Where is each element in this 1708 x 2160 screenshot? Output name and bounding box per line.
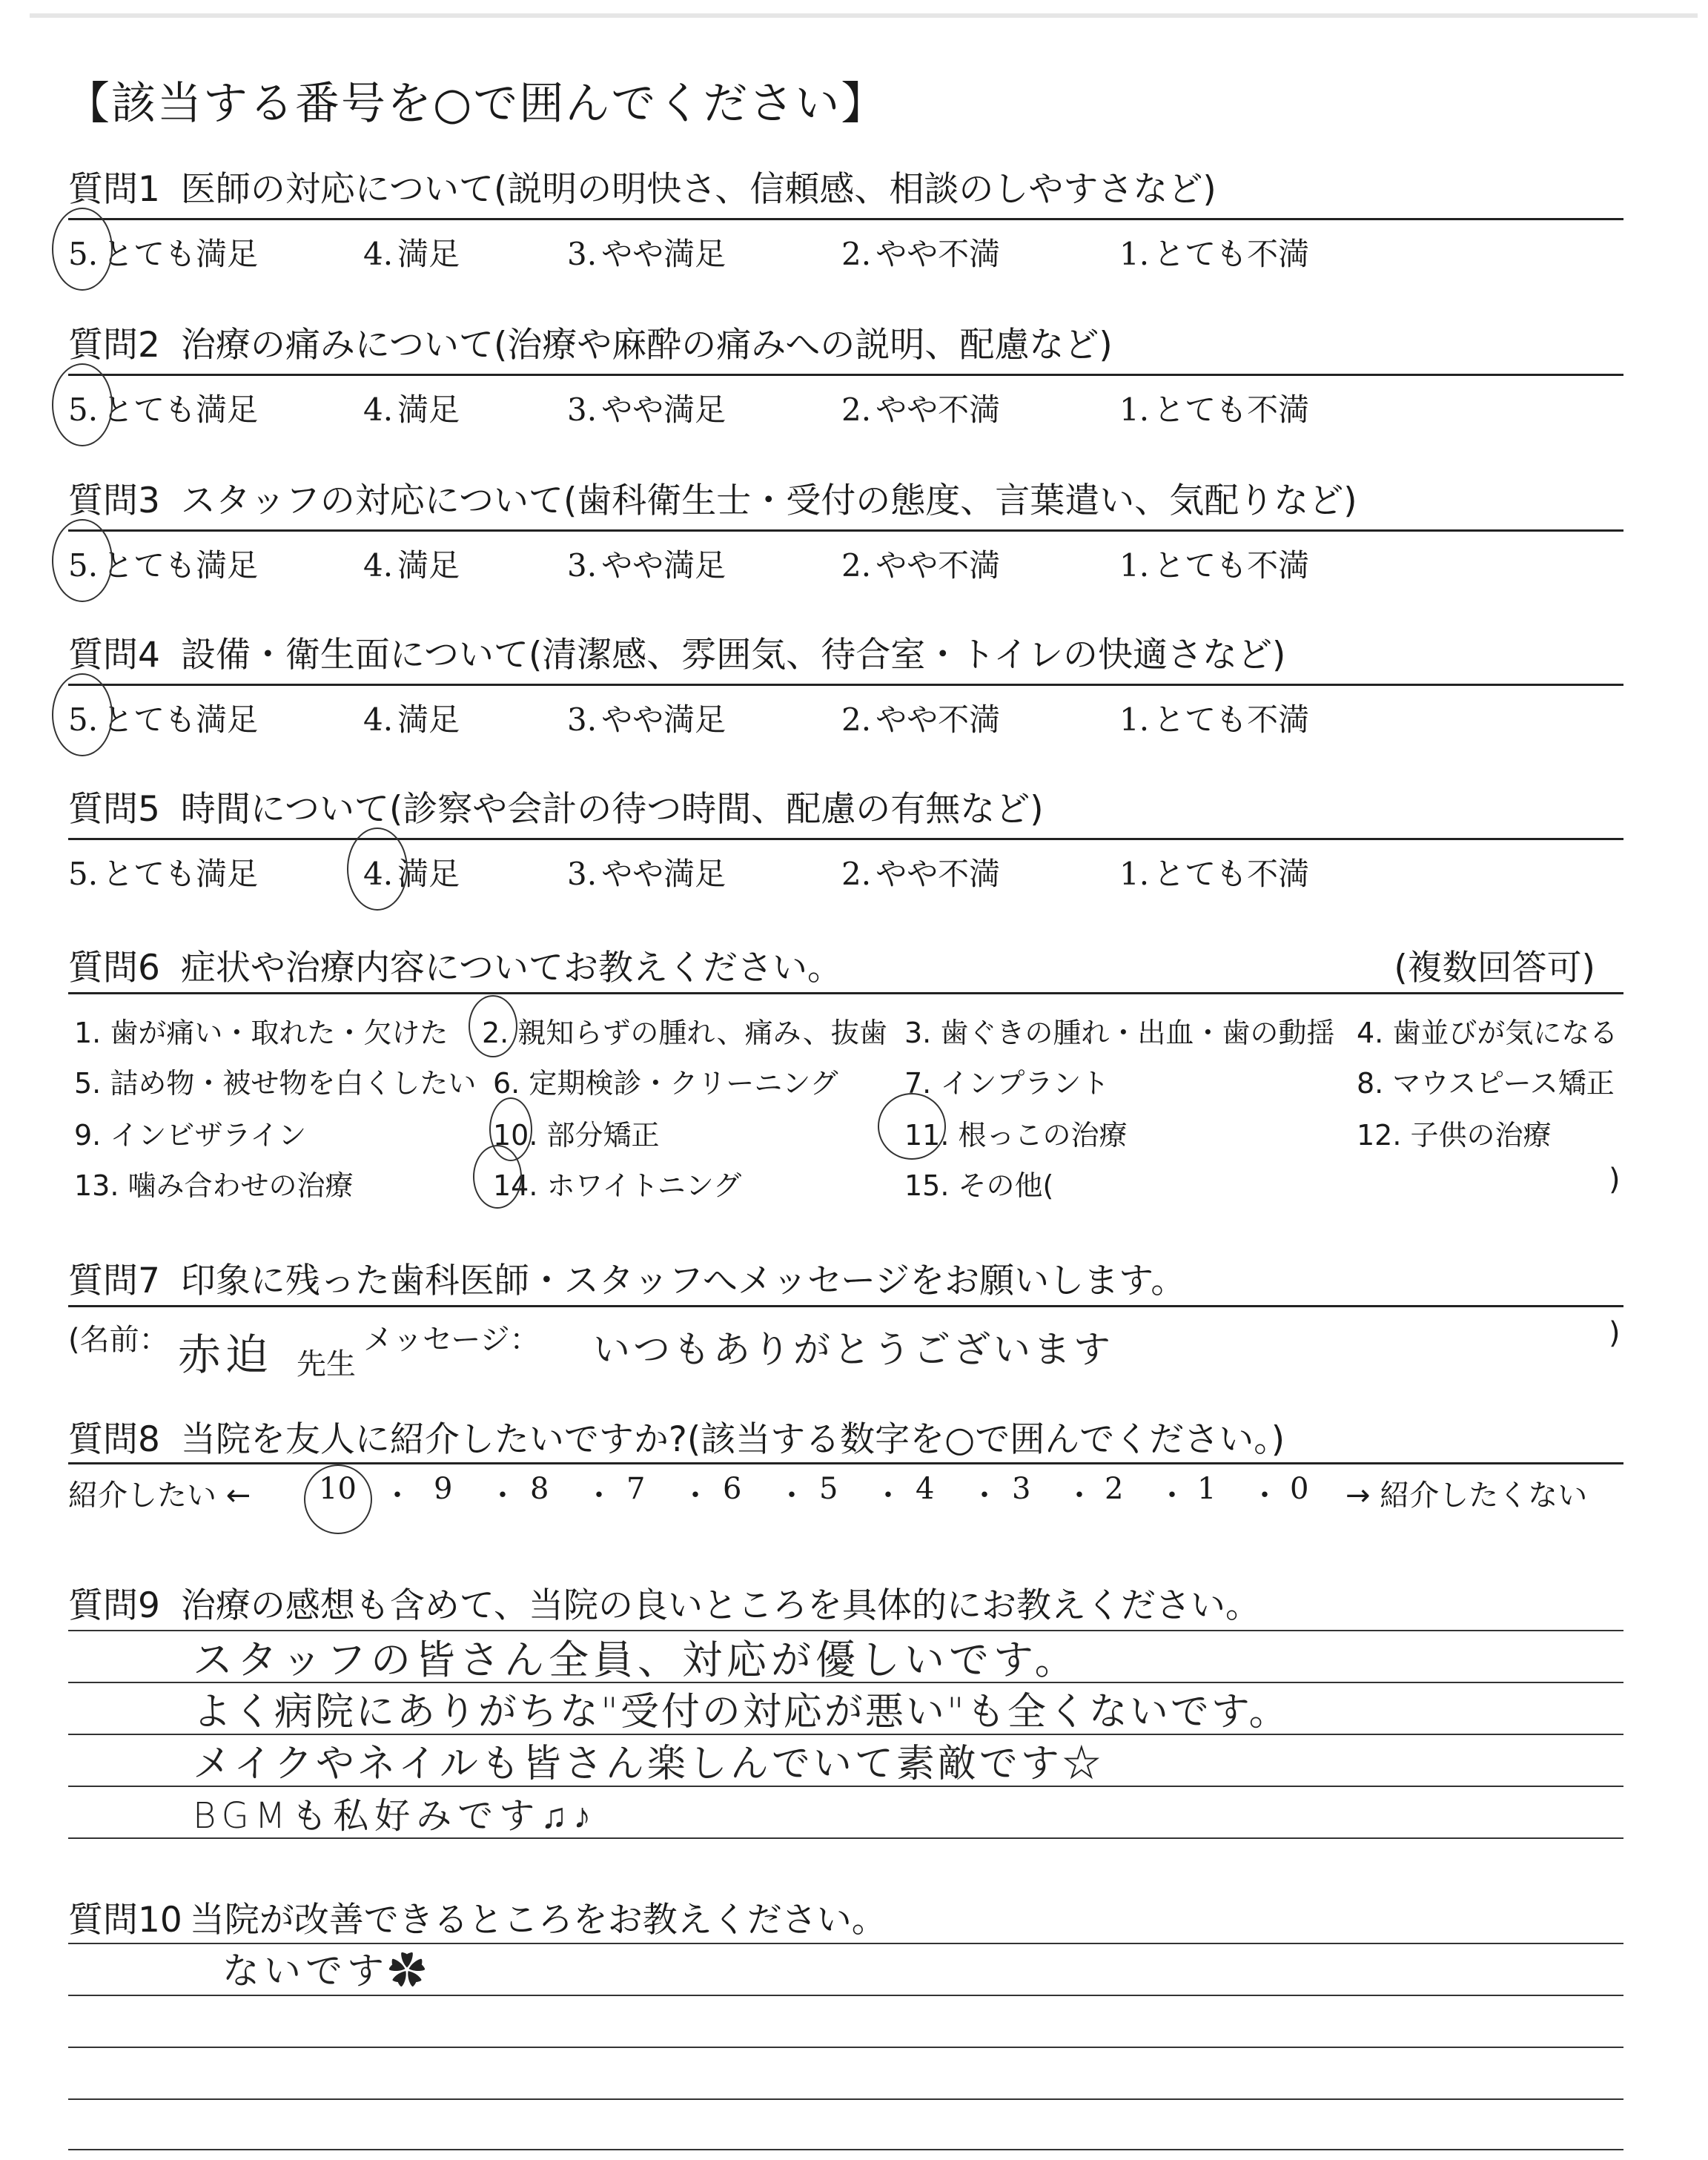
q8-number: 質問8: [68, 1419, 160, 1460]
q3-option-3[interactable]: [567, 541, 726, 586]
q2-option-3[interactable]: [567, 386, 726, 430]
option-label: とても不満: [1153, 701, 1310, 738]
option-number: 5.: [68, 392, 99, 428]
option-label: とても満足: [102, 236, 259, 272]
q8-scale-7[interactable]: 7: [626, 1472, 646, 1506]
q8-rule: [68, 1462, 1623, 1464]
q1-title: [68, 162, 1217, 211]
option-label: やや満足: [601, 392, 726, 428]
q8-title: [68, 1412, 1285, 1462]
option-number: 2.: [841, 701, 872, 738]
q9-number: 質問9: [68, 1585, 160, 1626]
q1-option-3[interactable]: [567, 230, 726, 274]
option-number: 2.: [841, 392, 872, 428]
q4-option-1[interactable]: [1119, 696, 1309, 740]
option-number: 3.: [567, 856, 598, 892]
q5-rule: [68, 838, 1623, 840]
option-label: とても不満: [1153, 856, 1310, 892]
q6-item-2[interactable]: 2. 親知らずの腫れ、痛み、抜歯: [482, 1017, 887, 1049]
q7-title: [68, 1253, 1185, 1303]
q6-item-10[interactable]: 10. 部分矯正: [493, 1119, 660, 1152]
q5-option-3[interactable]: [567, 850, 726, 894]
option-number: 5.: [68, 236, 99, 272]
option-number: 1.: [1119, 856, 1150, 892]
q8-scale-separator: ・: [1157, 1479, 1187, 1513]
q8-scale-5[interactable]: 5: [819, 1472, 838, 1506]
q8-scale-10[interactable]: 10: [319, 1472, 357, 1506]
q3-option-1[interactable]: [1119, 541, 1309, 586]
option-number: 2.: [841, 856, 872, 892]
option-label: とても不満: [1153, 236, 1310, 272]
q8-scale-2[interactable]: 2: [1105, 1472, 1124, 1506]
q4-option-2[interactable]: [841, 696, 1000, 740]
q10-line-2: [68, 1995, 1623, 1996]
q1-rule: [68, 218, 1623, 220]
q6-selection-circle-2: [469, 995, 517, 1057]
q4-title: [68, 627, 1285, 677]
q6-item-4[interactable]: 4. 歯並びが気になる: [1357, 1017, 1618, 1049]
q1-option-1[interactable]: [1119, 230, 1309, 274]
q6-item-12[interactable]: 12. 子供の治療: [1357, 1119, 1552, 1152]
option-label: 満足: [397, 547, 460, 584]
option-label: 満足: [397, 856, 460, 892]
q3-selection-circle: [52, 519, 113, 602]
option-label: やや満足: [601, 856, 726, 892]
q4-selection-circle: [52, 673, 113, 756]
option-label: やや満足: [601, 547, 726, 584]
q6-rule: [68, 992, 1623, 994]
q3-text: スタッフの対応について(歯科衛生士・受付の態度、言葉遣い、気配りなど): [180, 480, 1357, 521]
q8-scale-separator: ・: [970, 1479, 999, 1513]
q6-item-7[interactable]: 7. インプラント: [904, 1067, 1110, 1100]
q8-scale-separator: ・: [584, 1479, 614, 1513]
q6-selection-circle-11: [878, 1093, 946, 1160]
q2-selection-circle: [52, 363, 113, 446]
option-label: とても満足: [102, 392, 259, 428]
q6-item-6[interactable]: 6. 定期検診・クリーニング: [493, 1067, 838, 1100]
q10-answer[interactable]: ないです✿: [222, 1949, 430, 1992]
q8-right-label: → 紹介したくない: [1345, 1479, 1588, 1513]
q1-selection-circle: [52, 208, 113, 291]
q8-scale-separator: ・: [1250, 1479, 1280, 1513]
option-number: 4.: [363, 392, 394, 428]
option-label: やや不満: [875, 701, 1001, 738]
q10-line-3: [68, 2047, 1623, 2048]
option-label: 満足: [397, 236, 460, 272]
q2-rule: [68, 374, 1623, 376]
option-number: 4.: [363, 547, 394, 584]
q8-scale-separator: ・: [488, 1479, 517, 1513]
option-number: 3.: [567, 701, 598, 738]
q6-item-15[interactable]: 15. その他(: [904, 1169, 1054, 1202]
q7-message-label: メッセージ：: [363, 1323, 540, 1357]
option-label: やや満足: [601, 236, 726, 272]
option-number: 1.: [1119, 236, 1150, 272]
q2-number: 質問2: [68, 325, 160, 366]
option-label: 満足: [397, 392, 460, 428]
q3-number: 質問3: [68, 480, 160, 521]
q5-option-5[interactable]: [68, 850, 258, 894]
option-label: とても満足: [102, 547, 259, 584]
q6-selection-circle-14: [473, 1145, 522, 1209]
option-number: 5.: [68, 547, 99, 584]
q7-close-paren: ): [1609, 1316, 1621, 1350]
q2-option-4[interactable]: [363, 386, 460, 430]
q6-item-8[interactable]: 8. マウスピース矯正: [1357, 1067, 1615, 1100]
q8-scale-3[interactable]: 3: [1012, 1472, 1031, 1506]
option-number: 4.: [363, 856, 394, 892]
q7-text: 印象に残った歯科医師・スタッフへメッセージをお願いします。: [180, 1261, 1186, 1301]
q5-selection-circle: [347, 828, 408, 911]
option-label: とても満足: [102, 701, 259, 738]
q8-scale-0[interactable]: 0: [1290, 1472, 1309, 1506]
q1-option-2[interactable]: [841, 230, 1000, 274]
option-label: とても不満: [1153, 392, 1310, 428]
option-number: 2.: [841, 547, 872, 584]
q10-number: 質問10: [68, 1900, 182, 1941]
option-label: やや不満: [875, 547, 1001, 584]
option-label: やや不満: [875, 236, 1001, 272]
q2-title: [68, 317, 1113, 367]
q1-number: 質問1: [68, 169, 160, 210]
q8-scale-8[interactable]: 8: [530, 1472, 549, 1506]
option-label: 満足: [397, 701, 460, 738]
q9-answer-line-1[interactable]: スタッフの皆さん全員、対応が優しいです。: [193, 1636, 1079, 1683]
q8-scale-4[interactable]: 4: [916, 1472, 935, 1506]
option-label: やや不満: [875, 856, 1001, 892]
option-number: 3.: [567, 547, 598, 584]
option-number: 3.: [567, 392, 598, 428]
q8-scale-separator: ・: [383, 1479, 412, 1513]
q7-message-value[interactable]: いつもありがとうございます: [593, 1328, 1113, 1371]
q9-text: 治療の感想も含めて、当院の良いところを具体的にお教えください。: [180, 1585, 1260, 1626]
q9-title: [68, 1578, 1260, 1628]
q3-title: [68, 473, 1357, 523]
option-label: やや満足: [601, 701, 726, 738]
q1-text: 医師の対応について(説明の明快さ、信頼感、相談のしやすさなど): [180, 169, 1217, 210]
option-number: 5.: [68, 701, 99, 738]
q4-text: 設備・衛生面について(清潔感、雰囲気、待合室・トイレの快適さなど): [180, 635, 1286, 676]
q5-option-2[interactable]: [841, 850, 1000, 894]
q8-scale-separator: ・: [1065, 1479, 1094, 1513]
option-number: 1.: [1119, 392, 1150, 428]
q2-option-1[interactable]: [1119, 386, 1309, 430]
q6-other-close-paren: ): [1609, 1163, 1621, 1197]
q7-name-value[interactable]: 赤迫: [178, 1330, 274, 1380]
form-heading: 【該当する番号を○で囲んでください】: [65, 78, 887, 130]
q7-rule: [68, 1305, 1623, 1307]
q4-option-3[interactable]: [567, 696, 726, 740]
option-label: やや不満: [875, 392, 1001, 428]
q8-scale-9[interactable]: 9: [434, 1472, 453, 1506]
option-number: 4.: [363, 701, 394, 738]
q10-line-4: [68, 2098, 1623, 2100]
q10-title: [68, 1892, 887, 1942]
q4-option-4[interactable]: [363, 696, 460, 740]
q6-item-13[interactable]: 13. 噛み合わせの治療: [74, 1169, 354, 1202]
option-number: 1.: [1119, 701, 1150, 738]
option-number: 4.: [363, 236, 394, 272]
q7-sensei: 先生: [297, 1347, 356, 1381]
option-number: 5.: [68, 856, 99, 892]
option-number: 1.: [1119, 547, 1150, 584]
q8-selection-circle: [304, 1464, 372, 1534]
q8-text: 当院を友人に紹介したいですか?(該当する数字を○で囲んでください。): [180, 1419, 1285, 1460]
q7-name-label: (名前：: [68, 1323, 169, 1357]
q9-answer-line-4[interactable]: BGMも私好みです♫♪: [193, 1795, 598, 1837]
q6-item-3[interactable]: 3. 歯ぐきの腫れ・出血・歯の動揺: [904, 1017, 1335, 1049]
q2-text: 治療の痛みについて(治療や麻酔の痛みへの説明、配慮など): [180, 325, 1113, 366]
q3-rule: [68, 529, 1623, 532]
option-label: とても満足: [102, 856, 259, 892]
q8-scale-separator: ・: [777, 1479, 807, 1513]
q10-text: 当院が改善できるところをお教えください。: [189, 1900, 887, 1941]
option-number: 2.: [841, 236, 872, 272]
q9-answer-line-2[interactable]: よく病院にありがちな"受付の対応が悪い"も全くないです。: [193, 1690, 1290, 1734]
q7-number: 質問7: [68, 1261, 160, 1301]
q5-text: 時間について(診察や会計の待つ時間、配慮の有無など): [180, 789, 1044, 830]
q8-scale-6[interactable]: 6: [723, 1472, 742, 1506]
q5-number: 質問5: [68, 789, 160, 830]
q5-option-1[interactable]: [1119, 850, 1309, 894]
q6-item-1[interactable]: 1. 歯が痛い・取れた・欠けた: [74, 1017, 448, 1049]
q1-option-4[interactable]: [363, 230, 460, 274]
q9-answer-line-3[interactable]: メイクやネイルも皆さん楽しんでいて素敵です☆: [193, 1742, 1104, 1786]
q4-number: 質問4: [68, 635, 160, 676]
q6-note: (複数回答可): [1394, 948, 1595, 988]
top-border: [30, 13, 1698, 18]
q5-title: [68, 782, 1044, 831]
q6-text: 症状や治療内容についてお教えください。: [180, 948, 842, 988]
q8-scale-1[interactable]: 1: [1197, 1472, 1217, 1506]
q10-line-5: [68, 2149, 1623, 2150]
q3-option-4[interactable]: [363, 541, 460, 586]
q6-title: [68, 940, 842, 990]
q4-rule: [68, 684, 1623, 686]
q8-scale-separator: ・: [681, 1479, 710, 1513]
q6-item-14[interactable]: 14. ホワイトニング: [493, 1169, 742, 1202]
q6-item-5[interactable]: 5. 詰め物・被せ物を白くしたい: [74, 1067, 477, 1100]
option-label: とても不満: [1153, 547, 1310, 584]
option-number: 3.: [567, 236, 598, 272]
q3-option-2[interactable]: [841, 541, 1000, 586]
q6-item-11[interactable]: 11. 根っこの治療: [904, 1119, 1128, 1152]
q8-scale-separator: ・: [873, 1479, 903, 1513]
q6-item-9[interactable]: 9. インビザライン: [74, 1119, 307, 1152]
q8-left-label: 紹介したい ←: [68, 1479, 251, 1513]
q6-number: 質問6: [68, 948, 160, 988]
q2-option-2[interactable]: [841, 386, 1000, 430]
